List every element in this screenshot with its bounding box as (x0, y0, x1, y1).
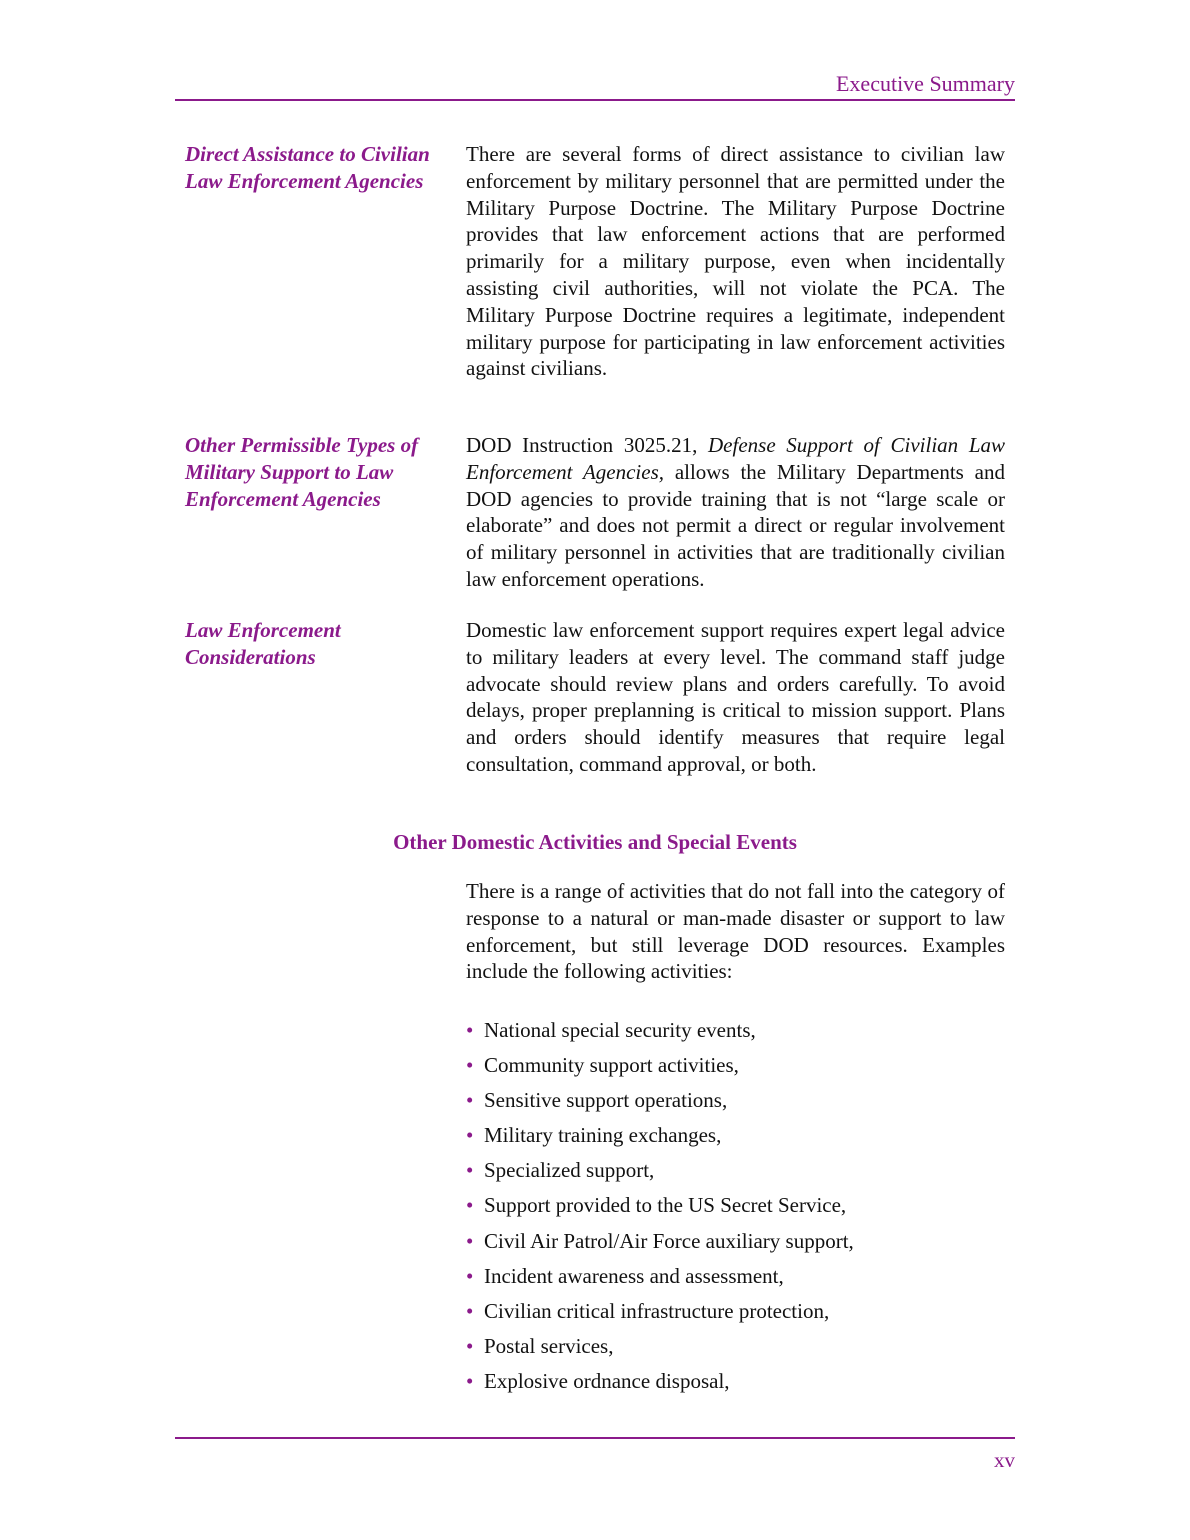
list-item (466, 1228, 1006, 1263)
list-item (466, 1122, 1006, 1157)
bullet-icon: • (466, 1263, 474, 1288)
list-item-text: Postal services, (484, 1333, 614, 1358)
list-item (466, 1333, 1006, 1368)
list-item-text: Military training exchanges, (484, 1123, 722, 1148)
instruction-title: Defense Support of Civilian Law Enforcement Agencies, (466, 433, 1006, 484)
list-item-text: Support provided to the US Secret Service, (484, 1193, 847, 1218)
bullet-icon: • (466, 1368, 474, 1393)
running-header: Executive Summary (835, 71, 1015, 96)
section-sidehead: Law Enforcement Considerations (185, 618, 341, 669)
page-number: xv (994, 1448, 1015, 1472)
list-item (466, 1263, 1006, 1298)
list-item (466, 1192, 1006, 1227)
bullet-icon: • (466, 1123, 474, 1148)
list-item-text: Incident awareness and assessment, (484, 1263, 784, 1288)
bullet-icon: • (466, 1298, 474, 1323)
bullet-icon: • (466, 1053, 474, 1078)
list-item-text: Civilian critical infrastructure protection, (484, 1298, 830, 1323)
bullet-icon: • (466, 1158, 474, 1183)
section-sidehead: Other Permissible Types of Military Support to Law Enforcement Agencies (185, 433, 419, 511)
list-item-text: Community support activities, (484, 1053, 739, 1078)
list-item (466, 1157, 1006, 1192)
bullet-icon: • (466, 1333, 474, 1358)
list-item (466, 1087, 1006, 1122)
body-suffix: allows the Military Departments and DOD agencies to provide training that is not “large scale or elaborate” and does not permit a direct or regular involvement of military personnel in activities that are traditionally civilian law enforcement operations. (466, 459, 1005, 591)
list-item (466, 1368, 1006, 1403)
bullet-icon: • (466, 1088, 474, 1113)
activities-list (466, 1017, 1006, 1403)
list-item-text: Civil Air Patrol/Air Force auxiliary support, (484, 1228, 854, 1253)
bullet-icon: • (466, 1193, 474, 1218)
section-intro: There is a range of activities that do not fall into the category of response to a natural or man-made disaster or support to law enforcement, but still leverage DOD resources. Examples include the following activities: (466, 879, 1005, 984)
list-item (466, 1298, 1006, 1333)
list-item-text: Sensitive support operations, (484, 1088, 728, 1113)
list-item-text: Specialized support, (484, 1158, 655, 1183)
section-body: There are several forms of direct assistance to civilian law enforcement by military personnel that are permitted under the Military Purpose Doctrine. The Military Purpose Doctrine provides that law enforcement actions that are performed primarily for a military purpose, even when incidentally assisting civil authorities, will not violate the PCA. The Military Purpose Doctrine requires a legitimate, independent military purpose for participating in law enforcement activities against civilians. (466, 142, 1005, 381)
section-sidehead: Direct Assistance to Civilian Law Enforcement Agencies (185, 142, 430, 193)
section-heading: Other Domestic Activities and Special Events (393, 830, 797, 854)
list-item-text: National special security events, (484, 1018, 756, 1042)
body-prefix: DOD Instruction 3025.21, (466, 433, 708, 457)
footer-rule (175, 1437, 1015, 1439)
list-item (466, 1052, 1006, 1087)
header-rule (175, 99, 1015, 101)
bullet-icon: • (466, 1018, 474, 1042)
section-body: Domestic law enforcement support requires expert legal advice to military leaders at every level. The command staff judge advocate should review plans and orders carefully. To avoid delays, proper preplanning is critical to mission support. Plans and orders should identify measures that require legal consultation, command approval, or both. (466, 618, 1005, 776)
list-item (466, 1017, 1006, 1052)
bullet-icon: • (466, 1228, 474, 1253)
list-item-text: Explosive ordnance disposal, (484, 1368, 730, 1393)
section-body (466, 432, 1005, 593)
